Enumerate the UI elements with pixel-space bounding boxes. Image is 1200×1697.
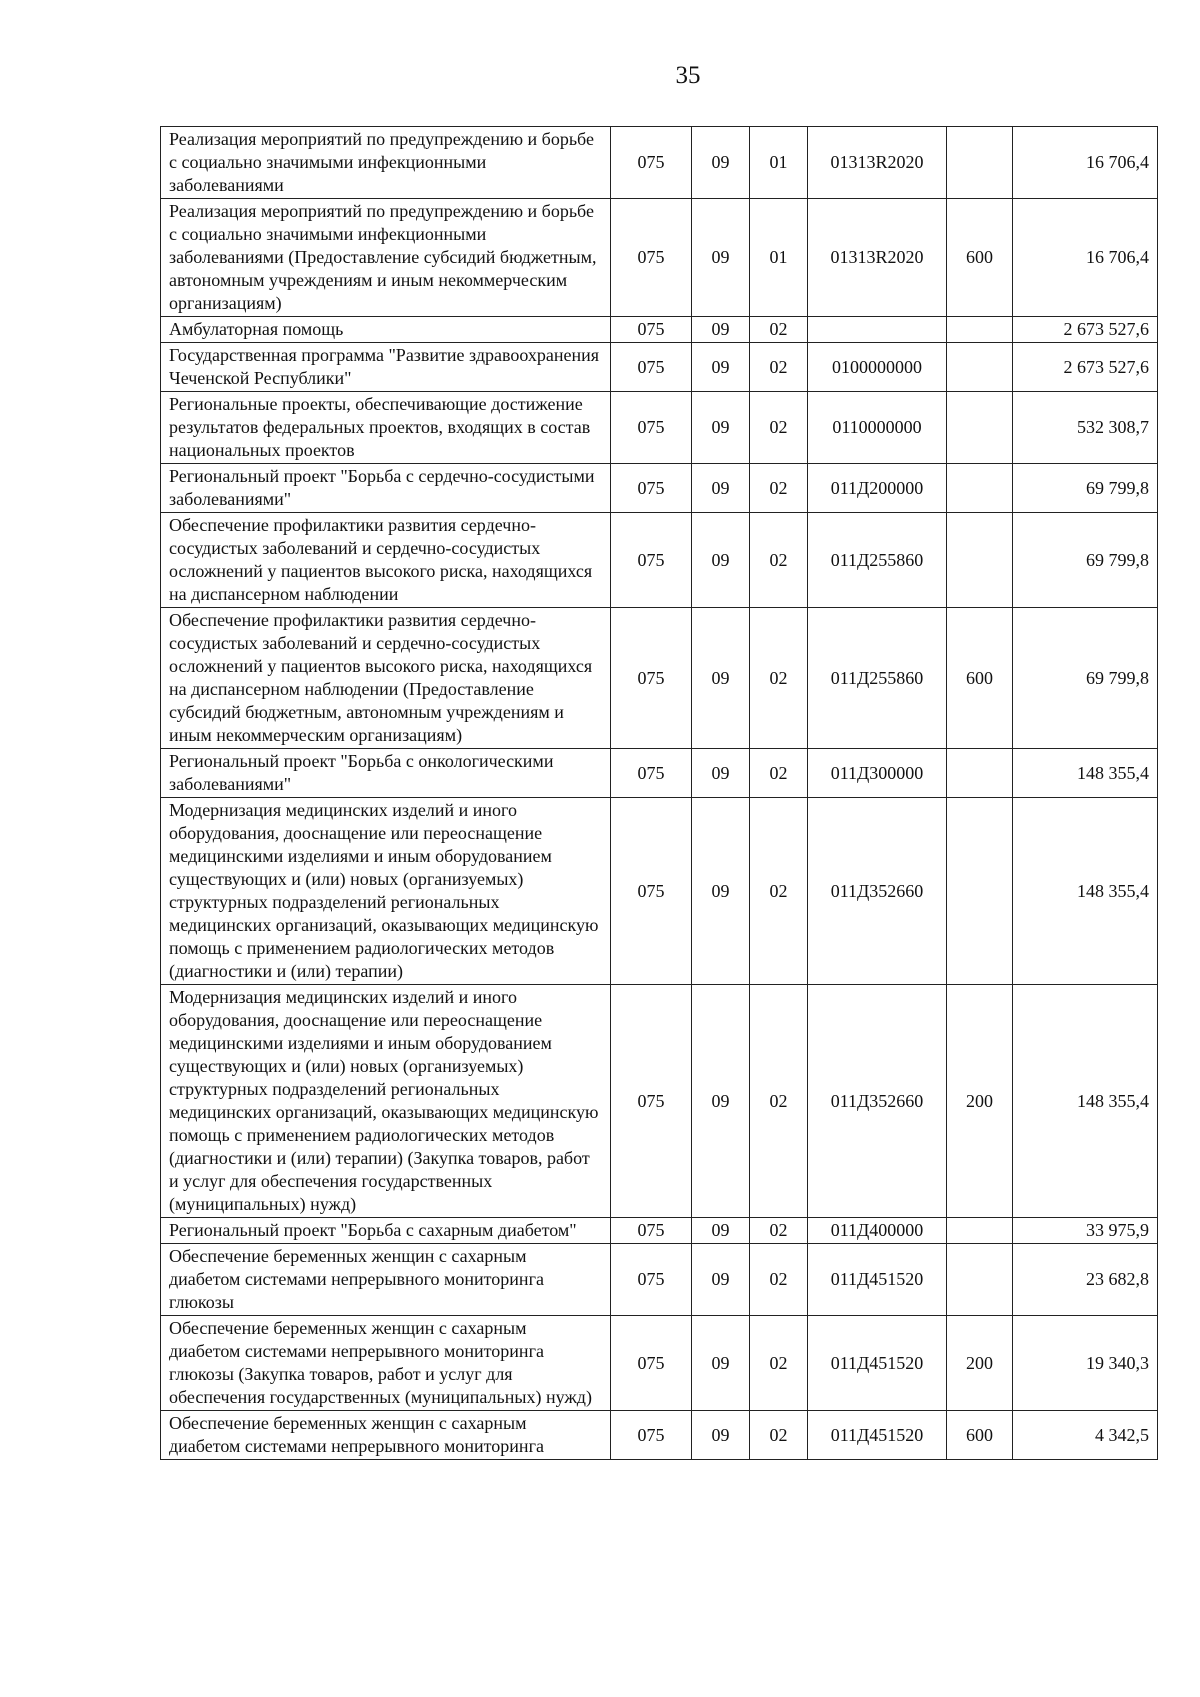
target-article-cell: 0100000000 [808,343,947,392]
subsection-code-cell: 02 [750,1411,808,1460]
subsection-code-cell: 02 [750,1316,808,1411]
table-row [161,127,1158,199]
amount-cell: 148 355,4 [1013,985,1158,1218]
table-row [161,1218,1158,1244]
table-row [161,343,1158,392]
amount-cell: 69 799,8 [1013,513,1158,608]
amount-cell: 69 799,8 [1013,608,1158,749]
section-code-cell: 09 [692,343,750,392]
amount-cell: 69 799,8 [1013,464,1158,513]
target-article-cell: 011Д451520 [808,1316,947,1411]
expense-type-cell [947,798,1013,985]
expense-name-cell: Реализация мероприятий по предупреждению и борьбе с социально значимыми инфекционными заболеваниями (Предоставление субсидий бюджетным, автономным учреждениям и иным некоммерческим организациям) [161,199,611,317]
ministry-code-cell: 075 [611,985,692,1218]
section-code-cell: 09 [692,392,750,464]
target-article-cell: 01313R2020 [808,199,947,317]
expense-type-cell: 600 [947,199,1013,317]
subsection-code-cell: 01 [750,127,808,199]
amount-cell: 2 673 527,6 [1013,317,1158,343]
expense-name-cell: Региональный проект "Борьба с сердечно-сосудистыми заболеваниями" [161,464,611,513]
expense-type-cell [947,513,1013,608]
table-row [161,749,1158,798]
section-code-cell: 09 [692,1411,750,1460]
ministry-code-cell: 075 [611,199,692,317]
ministry-code-cell: 075 [611,317,692,343]
expense-type-cell: 600 [947,1411,1013,1460]
expense-name-cell: Модернизация медицинских изделий и иного оборудования, дооснащение или переоснащение медицинскими изделиями и иным оборудованием существующих и (или) новых (организуемых) структурных подразделений региональных медицинских организаций, оказывающих медицинскую помощь с применением радиологических методов (диагностики и (или) терапии) [161,798,611,985]
expense-name-cell: Государственная программа "Развитие здравоохранения Чеченской Республики" [161,343,611,392]
expense-name-cell: Реализация мероприятий по предупреждению и борьбе с социально значимыми инфекционными заболеваниями [161,127,611,199]
section-code-cell: 09 [692,1316,750,1411]
section-code-cell: 09 [692,199,750,317]
target-article-cell: 0110000000 [808,392,947,464]
expense-name-cell: Обеспечение беременных женщин с сахарным диабетом системами непрерывного мониторинга [161,1411,611,1460]
target-article-cell: 011Д451520 [808,1411,947,1460]
target-article-cell: 01313R2020 [808,127,947,199]
amount-cell: 16 706,4 [1013,199,1158,317]
expense-type-cell [947,127,1013,199]
ministry-code-cell: 075 [611,749,692,798]
section-code-cell: 09 [692,798,750,985]
expense-name-cell: Модернизация медицинских изделий и иного оборудования, дооснащение или переоснащение медицинскими изделиями и иным оборудованием существующих и (или) новых (организуемых) структурных подразделений региональных медицинских организаций, оказывающих медицинскую помощь с применением радиологических методов (диагностики и (или) терапии) (Закупка товаров, работ и услуг для обеспечения государственных (муниципальных) нужд) [161,985,611,1218]
ministry-code-cell: 075 [611,1316,692,1411]
ministry-code-cell: 075 [611,513,692,608]
expense-name-cell: Обеспечение беременных женщин с сахарным диабетом системами непрерывного мониторинга глюкозы (Закупка товаров, работ и услуг для обеспечения государственных (муниципальных) нужд) [161,1316,611,1411]
section-code-cell: 09 [692,317,750,343]
table-row [161,513,1158,608]
table-row [161,317,1158,343]
section-code-cell: 09 [692,1218,750,1244]
ministry-code-cell: 075 [611,1411,692,1460]
target-article-cell: 011Д400000 [808,1218,947,1244]
ministry-code-cell: 075 [611,798,692,985]
amount-cell: 148 355,4 [1013,798,1158,985]
section-code-cell: 09 [692,464,750,513]
ministry-code-cell: 075 [611,1244,692,1316]
subsection-code-cell: 02 [750,608,808,749]
subsection-code-cell: 02 [750,985,808,1218]
expense-type-cell [947,343,1013,392]
table-row [161,392,1158,464]
amount-cell: 2 673 527,6 [1013,343,1158,392]
amount-cell: 532 308,7 [1013,392,1158,464]
section-code-cell: 09 [692,513,750,608]
amount-cell: 19 340,3 [1013,1316,1158,1411]
target-article-cell: 011Д255860 [808,513,947,608]
expense-type-cell [947,1218,1013,1244]
expense-name-cell: Обеспечение беременных женщин с сахарным диабетом системами непрерывного мониторинга глюкозы [161,1244,611,1316]
ministry-code-cell: 075 [611,608,692,749]
subsection-code-cell: 02 [750,749,808,798]
target-article-cell: 011Д200000 [808,464,947,513]
section-code-cell: 09 [692,985,750,1218]
expense-type-cell [947,464,1013,513]
target-article-cell: 011Д352660 [808,985,947,1218]
table-row [161,199,1158,317]
ministry-code-cell: 075 [611,127,692,199]
target-article-cell: 011Д352660 [808,798,947,985]
amount-cell: 16 706,4 [1013,127,1158,199]
target-article-cell: 011Д255860 [808,608,947,749]
expense-name-cell: Обеспечение профилактики развития сердечно-сосудистых заболеваний и сердечно-сосудистых осложнений у пациентов высокого риска, находящихся на диспансерном наблюдении [161,513,611,608]
section-code-cell: 09 [692,749,750,798]
expense-name-cell: Обеспечение профилактики развития сердечно-сосудистых заболеваний и сердечно-сосудистых осложнений у пациентов высокого риска, находящихся на диспансерном наблюдении (Предоставление субсидий бюджетным, автономным учреждениям и иным некоммерческим организациям) [161,608,611,749]
subsection-code-cell: 02 [750,464,808,513]
ministry-code-cell: 075 [611,392,692,464]
ministry-code-cell: 075 [611,343,692,392]
expense-type-cell [947,392,1013,464]
expense-type-cell [947,749,1013,798]
expense-name-cell: Амбулаторная помощь [161,317,611,343]
subsection-code-cell: 02 [750,317,808,343]
table-row [161,1316,1158,1411]
table-row [161,985,1158,1218]
expense-type-cell [947,317,1013,343]
ministry-code-cell: 075 [611,464,692,513]
table-body [161,127,1158,1460]
target-article-cell [808,317,947,343]
expense-name-cell: Региональный проект "Борьба с онкологическими заболеваниями" [161,749,611,798]
subsection-code-cell: 01 [750,199,808,317]
section-code-cell: 09 [692,127,750,199]
subsection-code-cell: 02 [750,343,808,392]
subsection-code-cell: 02 [750,513,808,608]
section-code-cell: 09 [692,608,750,749]
expense-name-cell: Региональные проекты, обеспечивающие достижение результатов федеральных проектов, входящих в состав национальных проектов [161,392,611,464]
expense-type-cell [947,1244,1013,1316]
table-row [161,798,1158,985]
ministry-code-cell: 075 [611,1218,692,1244]
expense-type-cell: 200 [947,985,1013,1218]
budget-table [160,126,1158,1460]
table-row [161,1244,1158,1316]
section-code-cell: 09 [692,1244,750,1316]
page-number: 35 [675,62,701,89]
subsection-code-cell: 02 [750,798,808,985]
amount-cell: 23 682,8 [1013,1244,1158,1316]
subsection-code-cell: 02 [750,1244,808,1316]
amount-cell: 33 975,9 [1013,1218,1158,1244]
expense-name-cell: Региональный проект "Борьба с сахарным диабетом" [161,1218,611,1244]
amount-cell: 148 355,4 [1013,749,1158,798]
table-row [161,1411,1158,1460]
expense-type-cell: 600 [947,608,1013,749]
amount-cell: 4 342,5 [1013,1411,1158,1460]
expense-type-cell: 200 [947,1316,1013,1411]
subsection-code-cell: 02 [750,1218,808,1244]
target-article-cell: 011Д451520 [808,1244,947,1316]
table-row [161,464,1158,513]
target-article-cell: 011Д300000 [808,749,947,798]
subsection-code-cell: 02 [750,392,808,464]
table-row [161,608,1158,749]
